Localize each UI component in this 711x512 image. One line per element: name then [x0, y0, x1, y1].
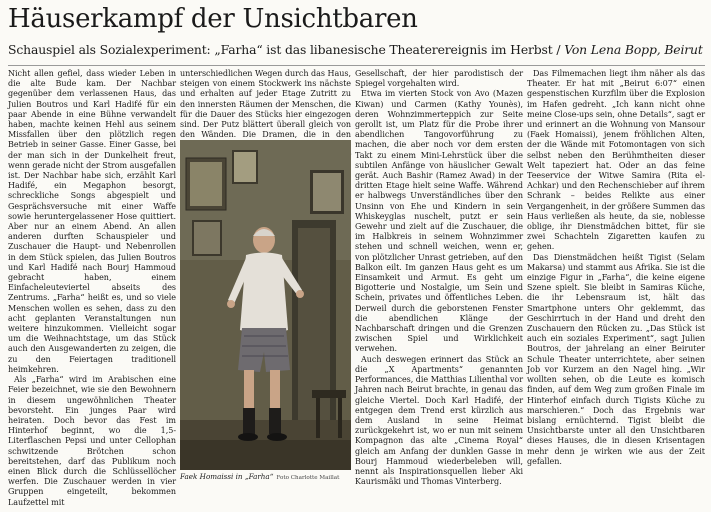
paragraph: Das Dienstmädchen heißt Tigist (Selam Makarsa) und stammt aus Afrika. Sie ist die einzige Figur in „Farha“, die keine eigene Szene spielt. Sie bleibt in Samiras Küche, die ihr Lebensraum ist, hält das Smartphone unters Ohr geklemmt, das Geschirrtuch in der Hand und dreht den Zuschauern den Rücken zu. „Das Stück ist auch ein soziales Experiment“, sagt Julien Boutros, der jahrelang an einer Beiruter Schule Theater unterrichtete, aber seinen Job vor Kurzem an den Nagel hing. „Wir wollten sehen, ob die Leute es komisch finden, auf dem Weg zum großen Finale im Hinterhof einfach durch Tigists Küche zu marschieren.“ Doch das Ergebnis war bislang ernüchternd. Tigist bleibt die Unsichtbarste unter all den Unsichtbaren dieses Hauses, die in diesen Krisentagen mehr denn je wirken wie aus der Zeit gefallen.: [527, 252, 705, 466]
paragraph: Etwa im vierten Stock von Avo (Mazen Kiwan) und Carmen (Kathy Younès), deren Wohnzimmerteppich zur Seite gerollt ist, um Platz für die Probe ihrer abendlichen Tangovorführung zu machen, die aber noch vor dem ersten Takt zu einem Mini-Lehrstück über die subtilen Anfänge von häuslicher Gewalt gerät. Auch Bashir (Ramez Awad) in der dritten Etage hielt seine Waffe. Während er halbwegs Unverständliches über den Unsinn von Ehe und Kindern in sein Whiskeyglas nuschelt, putzt er sein Gewehr und zielt auf die Zuschauer, die im Halbkreis in seinem Wohnzimmer stehen und schnell weichen, wenn er, von plötzlicher Unrast getrieben, auf den Balkon eilt. Im ganzen Haus geht es um Einsamkeit und Armut. Es geht um Bigotterie und Nostalgie, um Sein und Schein, privates und öffentliches Leben. Derweil durch die geborstenen Fenster die abendlichen Klänge der Nachbarschaft dringen und die Grenzen zwischen Spiel und Wirklichkeit verwehen.: [355, 89, 523, 354]
subhead-text: Schauspiel als Sozialexperiment: „Farha“ ist das libanesische Theaterereignis im Herbst /: [8, 42, 565, 57]
paragraph: Als „Farha“ wird im Arabischen eine Feier bezeichnet, wie sie den Bewohnern in diesem ungewöhnlichen Theater bevorsteht. Ein junges Paar wird heiraten. Doch bevor das Fest im Hinterhof beginnt, wo die 1,5-Literflaschen Pepsi und unter Cellophan schwitzende Brötchen schon bereitstehen, darf das Publikum noch einen Blick durch die Schlüssellöcher werfen. Die Zuschauer werden in vier Gruppen eingeteilt, bekommen Laufzettel mit: [8, 375, 176, 507]
article-photo: [180, 140, 351, 470]
paragraph: Auch deswegen erinnert das Stück an die „X Apartments“ genannten Performances, die Matthias Lilienthal vor Jahren nach Beirut brachte, in genau das gleiche Viertel. Doch Karl Hadifé, der entgegen dem Trend erst kürzlich aus dem Ausland in seine Heimat zurückgekehrt ist, wo er nun mit seinem Kompagnon das alte „Cinema Royal“ gleich am Anfang der dunklen Gasse in Bourj Hammoud wiederbeleben will, nennt als Inspirationsquellen lieber Aki Kaurismäki und Thomas Vinterberg.: [355, 354, 523, 487]
paragraph: Gesellschaft, der hier parodistisch der Spiegel vorgehalten wird.: [355, 69, 523, 89]
caption-text: Faek Homaissi in „Farha“: [180, 472, 274, 481]
byline: Von Lena Bopp, Beirut: [564, 42, 703, 57]
photo-credit: Foto Charlotte Maillat: [276, 475, 340, 481]
article-column-1: [8, 69, 176, 508]
headline: Häuserkampf der Unsichtbaren: [8, 4, 418, 34]
photo-caption: [180, 472, 351, 483]
paragraph: unterschiedlichen Wegen durch das Haus, steigen von einem Stockwerk ins nächste und erhalten auf jeder Etage Zutritt zu den innersten Räumen der Menschen, die für die Dauer des Stücks hier eingezogen sind. Der Putz blättert überall gleich von den Wänden. Die Dramen, die in den: [180, 69, 351, 140]
paragraph: Nicht allen gefiel, dass wieder Leben in die alte Bude kam. Der Nachbar gegenüber dem verlassenen Haus, das Julien Boutros und Karl Hadifé für ein paar Abende in eine Bühne verwandelt haben, machte keinen Hehl aus seinem Missfallen über den plötzlich regen Betrieb in seiner Gasse. Einer Gasse, bei der man sich in der Dunkelheit freut, wenn gerade nicht der Strom ausgefallen ist. Der Nachbar habe sich, erzählt Karl Hadifé, ein Megaphon besorgt, schreckliche Songs abgespielt und Gesprächsversuche mit einer Waffe sowie heruntergelassener Hose quittiert. Aber nur an einem Abend. An allen anderen durften Schauspieler und Zuschauer die Haupt- und Nebenrollen in dem Stück spielen, das Julien Boutros und Karl Hadifé nach Bourj Hammoud gebracht haben, einem Einfacheleuteviertel abseits des Zentrums. „Farha“ heißt es, und so viele Menschen wollen es sehen, dass zu den acht geplanten Veranstaltungen nun weitere hinzukommen. Vielleicht sogar um die Weihnachtstage, um das Stück auch den Ausgewanderten zu zeigen, die zu den Feiertagen traditionell heimkehren.: [8, 69, 176, 374]
header-rule: [8, 65, 705, 66]
paragraph: Das Filmemachen liegt ihm näher als das Theater. Er hat mit „Beirut 6:07“ einen gespenstischen Kurzfilm über die Explosion im Hafen gedreht. „Ich kann nicht ohne meine Close-ups sein, ohne Details“, sagt er und erinnert an die Wohnung von Mansour (Faek Homaissi), jenem fröhlichen Alten, der die Wände mit Fotomontagen von sich selbst neben den Berühmtheiten dieser Welt tapeziert hat. Oder an das feine Teeservice der Witwe Samira (Rita el-Achkar) und den Rechenschieber auf ihrem Schrank – beides Relikte aus einer Vergangenheit, in der größere Summen das Haus verließen als heute, da sie, noblesse oblige, ihr Dienstmädchen bittet, für sie zwei Schachteln Zigaretten kaufen zu gehen.: [527, 69, 705, 252]
article-column-4: [527, 69, 705, 467]
subheadline: [8, 42, 708, 58]
photo-illustration: [180, 140, 351, 470]
article-column-3: [355, 69, 523, 487]
